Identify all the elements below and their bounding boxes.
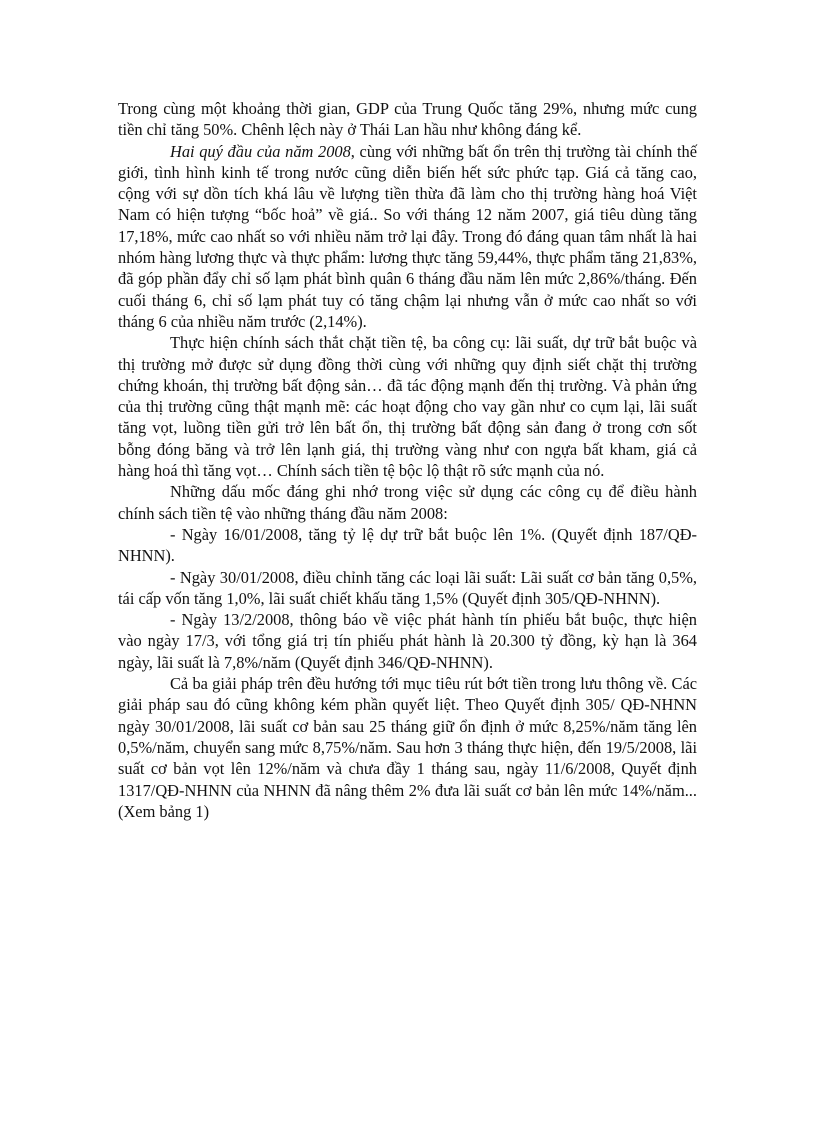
list-item-reserve-requirement: - Ngày 16/01/2008, tăng tỷ lệ dự trữ bắt buộc lên 1%. (Quyết định 187/QĐ-NHNN). bbox=[118, 524, 697, 566]
italic-lead-first-half-2008: Hai quý đầu của năm 2008 bbox=[170, 141, 351, 161]
paragraph-tight-monetary-policy: Thực hiện chính sách thắt chặt tiền tệ, ba công cụ: lãi suất, dự trữ bắt buộc và thị trường mở được sử dụng đồng thời cùng với những quy định siết chặt thị trường chứng khoán, thị trường bất động sản… đã tác động mạnh đến thị trường. Và phản ứng của thị trường cũng thật mạnh mẽ: các hoạt động cho vay gần như co cụm lại, lãi suất tăng vọt, luồng tiền gửi trở lên bất ổn, thị trường bất động sản đang ở trong cơn sốt bỗng đóng băng và trở lên lạnh giá, thị trường vàng như con ngựa bất kham, giá cả hàng hoá thì tăng vọt… Chính sách tiền tệ bộc lộ thật rõ sức mạnh của nó. bbox=[118, 333, 697, 481]
paragraph-base-rate-summary: Cả ba giải pháp trên đều hướng tới mục tiêu rút bớt tiền trong lưu thông về. Các giải pháp sau đó cũng không kém phần quyết liệt. Theo Quyết định 305/ QĐ-NHNN ngày 30/01/2008, lãi suất cơ bản sau 25 tháng giữ ổn định ở mức 8,25%/năm tăng lên 0,5%/năm, chuyển sang mức 8,75%/năm. Sau hơn 3 tháng thực hiện, đến 19/5/2008, lãi suất cơ bản vọt lên 12%/năm và chưa đầy 1 tháng sau, ngày 11/6/2008, Quyết định 1317/QĐ-NHNN của NHNN đã nâng thêm 2% đưa lãi suất cơ bản lên mức 14%/năm...(Xem bảng 1) bbox=[118, 674, 697, 821]
paragraph-first-half-2008 bbox=[118, 141, 697, 333]
paragraph-gdp-comparison: Trong cùng một khoảng thời gian, GDP của Trung Quốc tăng 29%, nhưng mức cung tiền chỉ tăng 50%. Chênh lệch này ở Thái Lan hầu như không đáng kể. bbox=[118, 99, 697, 140]
document-body bbox=[118, 98, 697, 822]
list-item-interest-rate-adjustment: - Ngày 30/01/2008, điều chỉnh tăng các loại lãi suất: Lãi suất cơ bản tăng 0,5%, tái cấp vốn tăng 1,0%, lãi suất chiết khấu tăng 1,5% (Quyết định 305/QĐ-NHNN). bbox=[118, 567, 697, 608]
paragraph-milestones-intro: Những dấu mốc đáng ghi nhớ trong việc sử dụng các công cụ để điều hành chính sách tiền tệ vào những tháng đầu năm 2008: bbox=[118, 482, 697, 523]
paragraph-first-half-2008-text: , cùng với những bất ổn trên thị trường tài chính thế giới, tình hình kinh tế trong nước cũng diễn biến hết sức phức tạp. Giá cả tăng cao, cộng với sự dồn tích khá lâu về lượng tiền thừa đã làm cho thị trường hàng hoá Việt Nam có hiện tượng “bốc hoả” về giá.. So với tháng 12 năm 2007, giá tiêu dùng tăng 17,18%, mức cao nhất so với nhiều năm trở lại đây. Trong đó đáng quan tâm nhất là hai nhóm hàng lương thực và thực phẩm: lương thực tăng 59,44%, thực phẩm tăng 21,83%, đã góp phần đẩy chỉ số lạm phát bình quân 6 tháng đầu năm lên mức 2,86%/tháng. Đến cuối tháng 6, chỉ số lạm phát tuy có tăng chậm lại nhưng vẫn ở mức cao nhất so với tháng 6 của nhiều năm trước (2,14%). bbox=[118, 141, 698, 331]
list-item-bill-issuance: - Ngày 13/2/2008, thông báo về việc phát hành tín phiếu bắt buộc, thực hiện vào ngày 17/3, với tổng giá trị tín phiếu phát hành là 20.300 tỷ đồng, kỳ hạn là 364 ngày, lãi suất là 7,8%/năm (Quyết định 346/QĐ-NHNN). bbox=[118, 610, 697, 672]
